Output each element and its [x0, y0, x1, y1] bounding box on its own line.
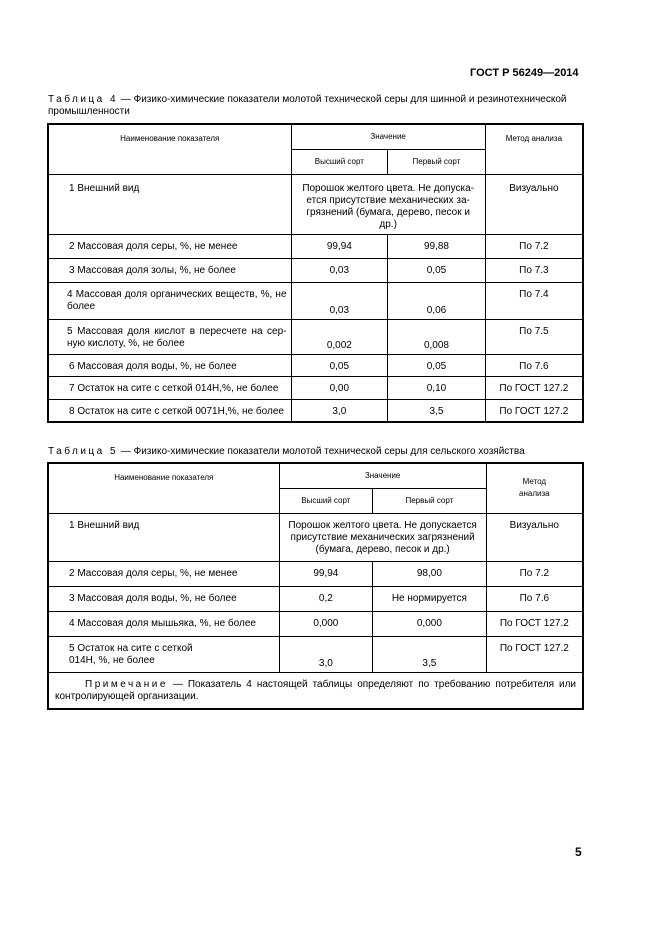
table-row: [48, 611, 583, 636]
table5-row-method: Визуально: [486, 513, 583, 561]
table5-row-name: 4 Массовая доля мышьяка, %, не более: [48, 611, 279, 636]
table5-row-method: По 7.6: [486, 586, 583, 611]
table4-row-name: 1 Внешний вид: [48, 174, 291, 234]
table5-note: [48, 672, 583, 709]
table4-row-method: По ГОСТ 127.2: [485, 399, 583, 422]
document-id: ГОСТ Р 56249—2014: [470, 67, 579, 79]
table4-row-first: 0,008: [388, 319, 486, 354]
table5-row-name: 2 Массовая доля серы, %, не менее: [48, 561, 279, 586]
table5-row-high: 0,000: [279, 611, 373, 636]
table4-row-high: 0,002: [291, 319, 388, 354]
table5-row-high: 99,94: [279, 561, 373, 586]
table4-caption-label: Таблица 4: [48, 94, 119, 105]
table5-row-first: Не нормируется: [373, 586, 487, 611]
table4-header-name: Наименование показателя: [48, 124, 291, 174]
table4-row-method: По 7.4: [485, 282, 583, 319]
table4-row-first: 0,10: [388, 376, 486, 399]
table5-header-high: Высший сорт: [279, 488, 373, 513]
table4-row-high: 0,03: [291, 282, 388, 319]
table-row: [48, 586, 583, 611]
table5-row-merged: Порошок желтого цвета. Не допускается присутствие механических загрязнений (бумага, дерево, песок и др.): [279, 513, 486, 561]
table4-header-value: Значение: [291, 124, 485, 149]
table4-row-first: 3,5: [388, 399, 486, 422]
table5-header-method: Метод анализа: [486, 463, 583, 513]
table4-row-name: 7 Остаток на сите с сеткой 014Н,%, не более: [48, 376, 291, 399]
table5-header-first: Первый сорт: [373, 488, 487, 513]
table5-row-name: 3 Массовая доля воды, %, не более: [48, 586, 279, 611]
table4-row-high: 0,05: [291, 354, 388, 376]
table5-caption-text: — Физико-химические показатели молотой технической серы для сельского хозяйства: [118, 446, 525, 457]
table5-header-value: Значение: [279, 463, 486, 488]
table4-row-method: По 7.2: [485, 234, 583, 258]
table-row: [48, 258, 583, 282]
table-row: [48, 561, 583, 586]
table5-row-name: 5 Остаток на сите с сеткой 014Н, %, не более: [48, 636, 279, 672]
table4-row-name: 5 Массовая доля кислот в пересчете на сер-ную кислоту, %, не более: [48, 319, 291, 354]
table4-row-method: Визуально: [485, 174, 583, 234]
table5-caption: [48, 446, 583, 458]
table4-row-high: 3,0: [291, 399, 388, 422]
table4-header-method: Метод анализа: [485, 124, 583, 174]
table5-note-label: Примечание: [85, 678, 168, 690]
table4-row-method: По 7.6: [485, 354, 583, 376]
table4-row-first: 0,06: [388, 282, 486, 319]
table5-row-first: 3,5: [373, 636, 487, 672]
table5-row-first: 0,000: [373, 611, 487, 636]
table4-row-high: 99,94: [291, 234, 388, 258]
table-row: [48, 234, 583, 258]
table4-row-method: По 7.3: [485, 258, 583, 282]
table4-row-first: 99,88: [388, 234, 486, 258]
table4-row-merged: Порошок желтого цвета. Не допуска-ется присутствие механических за-грязнений (бумага, дерево, песок и др.): [291, 174, 485, 234]
table4-row-method: По 7.5: [485, 319, 583, 354]
table5-header-name: Наименование показателя: [48, 463, 279, 513]
table4-row-name: 4 Массовая доля органических веществ, %, не более: [48, 282, 291, 319]
table4-caption: [48, 94, 583, 118]
table5-row-method: По ГОСТ 127.2: [486, 611, 583, 636]
table-row: [48, 399, 583, 422]
table5-row-name: 1 Внешний вид: [48, 513, 279, 561]
table5-row-method: По 7.2: [486, 561, 583, 586]
table4-row-high: 0,03: [291, 258, 388, 282]
page-number: 5: [575, 845, 582, 859]
table-row: [48, 636, 583, 672]
table5-caption-label: Таблица 5: [48, 446, 119, 457]
table5-row-method: По ГОСТ 127.2: [486, 636, 583, 672]
table5-note-text: — Показатель 4 настоящей таблицы определяют по требованию потребителя или контролирующей организации.: [55, 678, 576, 702]
table4-row-name: 3 Массовая доля золы, %, не более: [48, 258, 291, 282]
table4-header-first: Первый сорт: [388, 149, 486, 174]
table-row: [48, 319, 583, 354]
table4-row-first: 0,05: [388, 258, 486, 282]
table-row: [48, 513, 583, 561]
table5-row-first: 98,00: [373, 561, 487, 586]
table-row: [48, 354, 583, 376]
table4-row-name: 8 Остаток на сите с сеткой 0071Н,%, не более: [48, 399, 291, 422]
table4-row-first: 0,05: [388, 354, 486, 376]
table4-row-name: 2 Массовая доля серы, %, не менее: [48, 234, 291, 258]
table4-caption-text: — Физико-химические показатели молотой технической серы для шинной и резинотехнической промышленности: [48, 94, 567, 117]
table5-row-high: 0,2: [279, 586, 373, 611]
table4-row-name: 6 Массовая доля воды, %, не более: [48, 354, 291, 376]
table4: [47, 123, 584, 423]
table5-row-high: 3,0: [279, 636, 373, 672]
table-note-row: [48, 672, 583, 709]
table5: [47, 462, 584, 710]
table4-row-high: 0,00: [291, 376, 388, 399]
table-row: [48, 282, 583, 319]
table4-row-method: По ГОСТ 127.2: [485, 376, 583, 399]
table-row: [48, 376, 583, 399]
table-row: [48, 174, 583, 234]
table4-header-high: Высший сорт: [291, 149, 388, 174]
